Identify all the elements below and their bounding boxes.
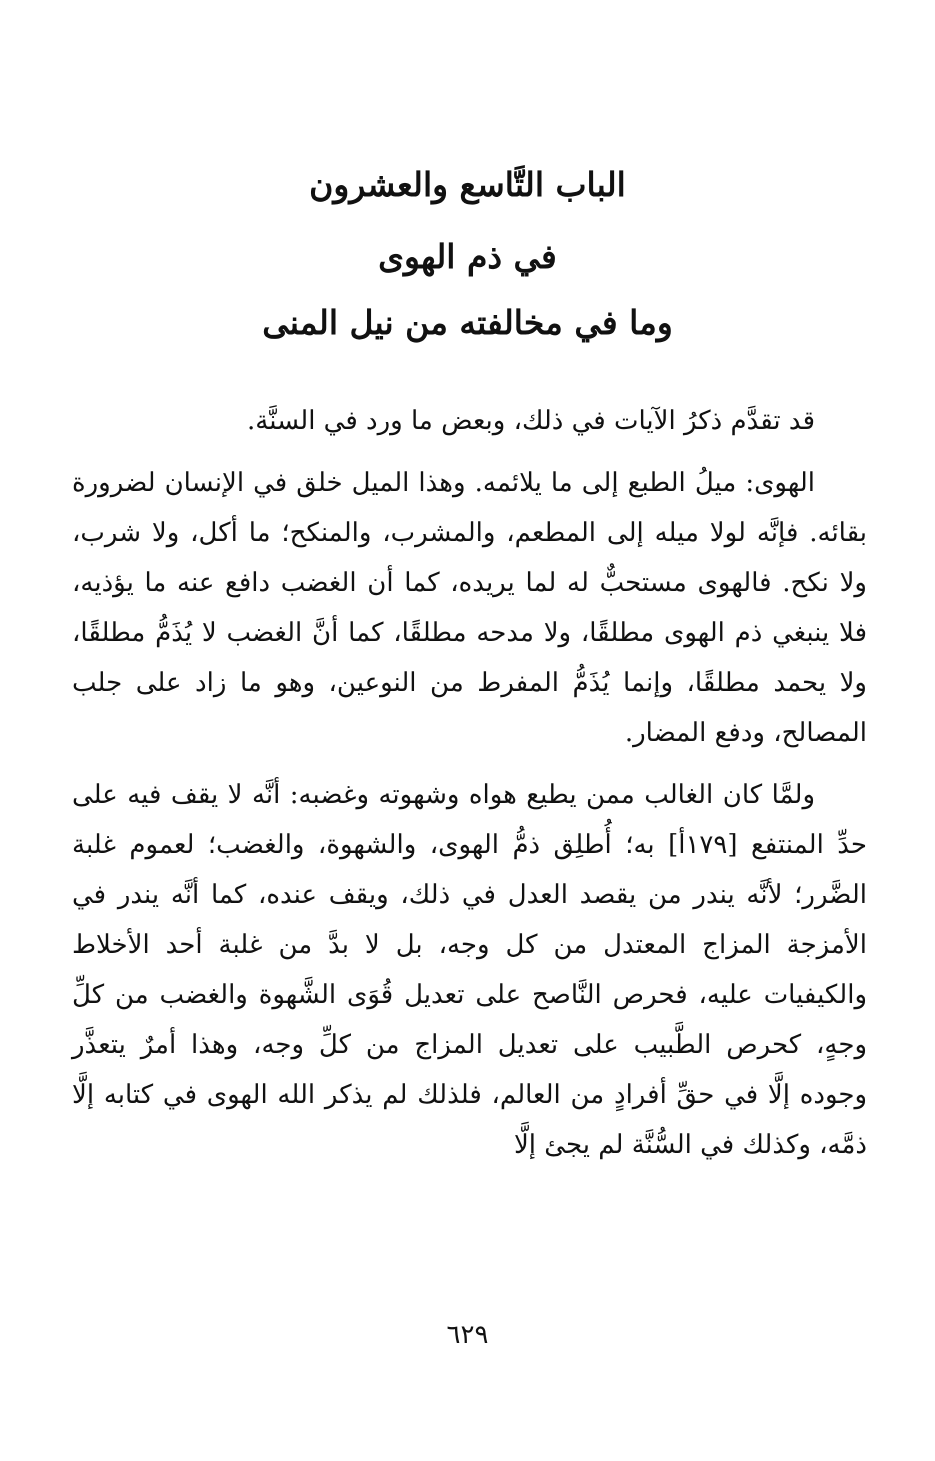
chapter-subtitle-line-2: وما في مخالفته من نيل المنى (262, 303, 673, 342)
paragraph-dispraise-reason: ولمَّا كان الغالب ممن يطيع هواه وشهوته وغضبه: أنَّه لا يقف فيه على حدِّ المنتفع [١٧٩أ] به؛ أُطلِق ذمُّ الهوى، والشهوة، والغضب؛ لعموم غلبة الضَّرر؛ لأنَّه يندر من يقصد العدل في ذلك، ويقف عنده، كما أنَّه يندر في الأمزجة المزاج المعتدل من كل وجه، بل لا بدَّ من غلبة أحد الأخلاط والكيفيات عليه، فحرص النَّاصح على تعديل قُوَى الشَّهوة والغضب من كلِّ وجهٍ، كحرص الطَّبيب على تعديل المزاج من كلِّ وجه، وهذا أمرٌ يتعذَّر وجوده إلَّا في حقِّ أفرادٍ من العالم، فلذلك لم يذكر الله الهوى في كتابه إلَّا ذمَّه، وكذلك في السُّنَّة لم يجئ إلَّا (72, 780, 867, 1160)
body-text (72, 396, 867, 1182)
paragraph-hawa-definition: الهوى: ميلُ الطبع إلى ما يلائمه. وهذا الميل خلق في الإنسان لضرورة بقائه. فإنَّه لولا ميله إلى المطعم، والمشرب، والمنكح؛ ما أكل، ولا شرب، ولا نكح. فالهوى مستحبٌّ له لما يريده، كما أن الغضب دافع عنه ما يؤذيه، فلا ينبغي ذم الهوى مطلقًا، ولا مدحه مطلقًا، كما أنَّ الغضب لا يُذَمُّ مطلقًا، ولا يحمد مطلقًا، وإنما يُذَمُّ المفرط من النوعين، وهو ما زاد على جلب المصالح، ودفع المضار. (72, 468, 867, 748)
paragraph-intro: قد تقدَّم ذكرُ الآيات في ذلك، وبعض ما ورد في السنَّة. (247, 406, 815, 436)
chapter-subtitle-line-1: في ذم الهوى (378, 237, 557, 276)
page-number: ٦٢٩ (446, 1320, 489, 1350)
chapter-title: الباب التَّاسع والعشرون (309, 165, 626, 204)
